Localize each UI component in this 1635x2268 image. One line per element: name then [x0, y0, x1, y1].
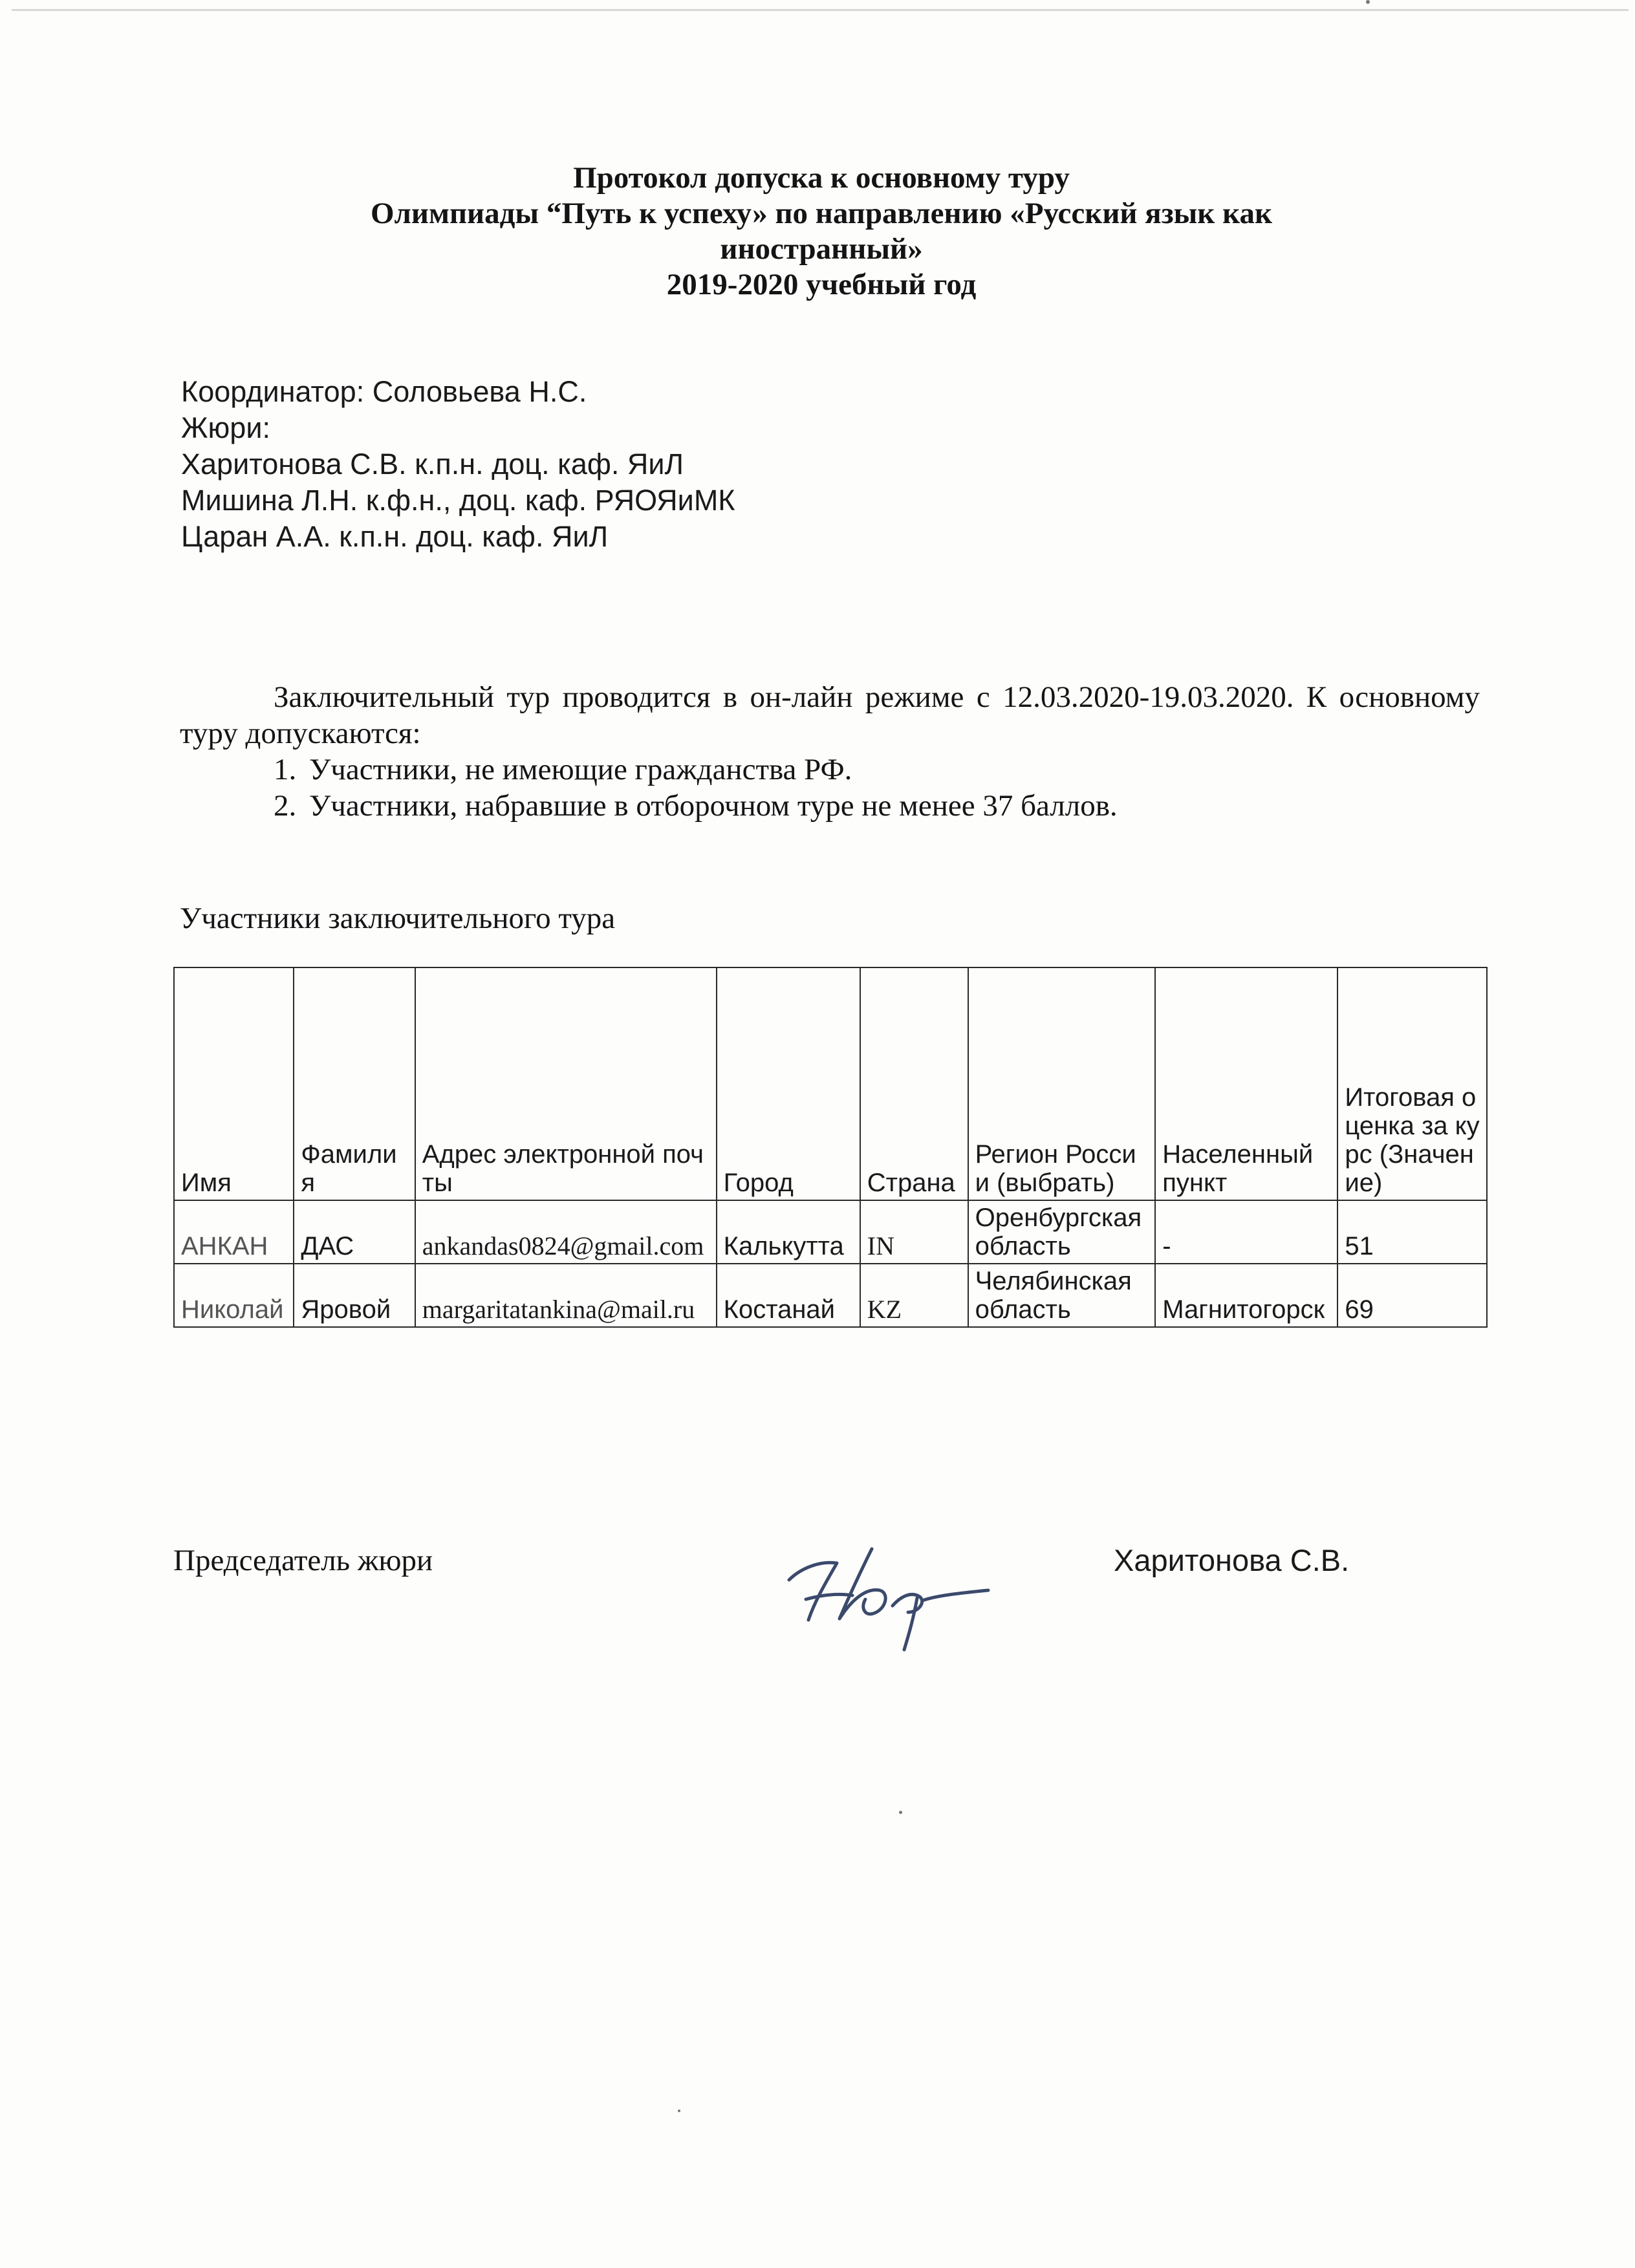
title-line-1: Протокол допуска к основному туру	[573, 161, 1070, 195]
table-header-row	[174, 967, 1487, 1200]
chair-name: Харитонова С.В.	[1114, 1543, 1350, 1577]
cell-city: Костанай	[717, 1264, 860, 1327]
cell-locality: Магнитогорск	[1155, 1264, 1337, 1327]
rules-block	[180, 679, 1480, 824]
cell-country: KZ	[860, 1264, 968, 1327]
cell-score: 69	[1337, 1264, 1487, 1327]
title-line-3: иностранный»	[720, 232, 923, 266]
rules-list	[180, 751, 1480, 824]
jury-member: Харитонова С.В. к.п.н. доц. каф. ЯиЛ	[181, 448, 684, 481]
cell-name: АНКАН	[174, 1200, 294, 1264]
rules-item-text: Участники, не имеющие гражданства РФ.	[309, 753, 852, 786]
signature-image	[775, 1523, 995, 1652]
header-score: Итоговая оценка за курс (Значение)	[1337, 967, 1487, 1200]
participants-heading: Участники заключительного тура	[180, 902, 616, 935]
rules-list-item	[180, 788, 1480, 824]
document-title	[162, 160, 1481, 303]
cell-surname: Яровой	[294, 1264, 415, 1327]
jury-member: Мишина Л.Н. к.ф.н., доц. каф. РЯОЯиМК	[181, 484, 735, 517]
header-country: Страна	[860, 967, 968, 1200]
cell-surname: ДАС	[294, 1200, 415, 1264]
participants-table	[173, 967, 1488, 1328]
table-row	[174, 1264, 1487, 1327]
page-edge	[12, 9, 1629, 11]
cell-region: Оренбургская область	[968, 1200, 1156, 1264]
cell-name: Николай	[174, 1264, 294, 1327]
staff-block	[181, 374, 735, 555]
chair-label: Председатель жюри	[173, 1544, 433, 1577]
scan-speck	[678, 2110, 680, 2112]
rules-item-number: 2.	[274, 789, 297, 823]
rules-item-text: Участники, набравшие в отборочном туре не менее 37 баллов.	[309, 789, 1118, 823]
cell-country: IN	[860, 1200, 968, 1264]
header-city: Город	[717, 967, 860, 1200]
cell-score: 51	[1337, 1200, 1487, 1264]
rules-intro: Заключительный тур проводится в он-лайн режиме с 12.03.2020-19.03.2020. К основному туру допускаются:	[180, 680, 1480, 750]
cell-locality: -	[1155, 1200, 1337, 1264]
scan-speck	[899, 1811, 902, 1814]
coordinator-line: Координатор: Соловьева Н.С.	[181, 375, 587, 408]
cell-email: ankandas0824@gmail.com	[415, 1200, 717, 1264]
header-name: Имя	[174, 967, 294, 1200]
cell-city: Калькутта	[717, 1200, 860, 1264]
header-region: Регион России (выбрать)	[968, 967, 1156, 1200]
cell-email: margaritatankina@mail.ru	[415, 1264, 717, 1327]
rules-list-item	[180, 751, 1480, 788]
header-locality: Населенный пункт	[1155, 967, 1337, 1200]
title-line-2: Олимпиады “Путь к успеху» по направлению «Русский язык как	[370, 197, 1273, 230]
title-line-4: 2019-2020 учебный год	[666, 268, 977, 301]
header-surname: Фамилия	[294, 967, 415, 1200]
jury-label: Жюри:	[181, 411, 270, 444]
table-row	[174, 1200, 1487, 1264]
header-email: Адрес электронной почты	[415, 967, 717, 1200]
jury-member: Царан А.А. к.п.н. доц. каф. ЯиЛ	[181, 520, 609, 553]
scan-speck	[1366, 0, 1370, 4]
cell-region: Челябинская область	[968, 1264, 1156, 1327]
rules-item-number: 1.	[274, 753, 297, 786]
